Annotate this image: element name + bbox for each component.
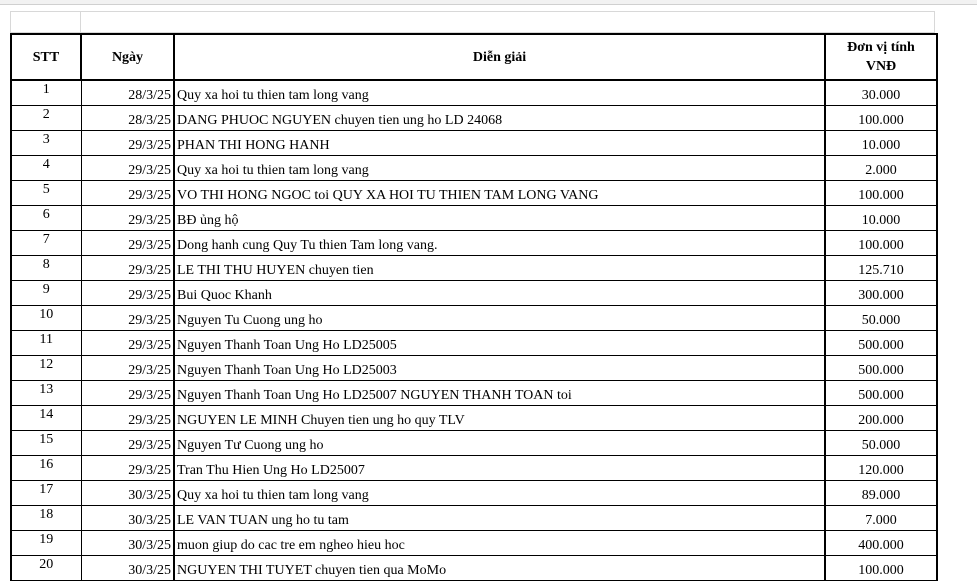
amount-cell: 10.000 bbox=[825, 206, 937, 231]
amount-cell: 100.000 bbox=[825, 181, 937, 206]
column-header-stt: STT bbox=[11, 34, 81, 80]
table-row bbox=[11, 506, 937, 531]
amount-cell: 200.000 bbox=[825, 406, 937, 431]
row-number-cell: 12 bbox=[11, 356, 81, 381]
description-cell: Nguyen Thanh Toan Ung Ho LD25005 bbox=[174, 331, 825, 356]
row-number-cell: 8 bbox=[11, 256, 81, 281]
date-cell: 29/3/25 bbox=[81, 456, 174, 481]
description-cell: Nguyen Tư Cuong ung ho bbox=[174, 431, 825, 456]
date-cell: 30/3/25 bbox=[81, 556, 174, 581]
description-cell: Bui Quoc Khanh bbox=[174, 281, 825, 306]
date-cell: 29/3/25 bbox=[81, 431, 174, 456]
amount-cell: 100.000 bbox=[825, 106, 937, 131]
row-number-cell: 5 bbox=[11, 181, 81, 206]
table-row bbox=[11, 406, 937, 431]
amount-cell: 500.000 bbox=[825, 331, 937, 356]
description-cell: LE THI THU HUYEN chuyen tien bbox=[174, 256, 825, 281]
donation-table bbox=[10, 33, 938, 581]
description-cell: Quy xa hoi tu thien tam long vang bbox=[174, 481, 825, 506]
table-row bbox=[11, 106, 937, 131]
description-cell: Nguyen Thanh Toan Ung Ho LD25003 bbox=[174, 356, 825, 381]
table-row bbox=[11, 156, 937, 181]
row-number-cell: 6 bbox=[11, 206, 81, 231]
row-number-cell: 2 bbox=[11, 106, 81, 131]
amount-cell: 500.000 bbox=[825, 381, 937, 406]
description-cell: VO THI HONG NGOC toi QUY XA HOI TU THIEN TAM LONG VANG bbox=[174, 181, 825, 206]
date-cell: 28/3/25 bbox=[81, 106, 174, 131]
description-cell: muon giup do cac tre em ngheo hieu hoc bbox=[174, 531, 825, 556]
table-row bbox=[11, 481, 937, 506]
row-number-cell: 17 bbox=[11, 481, 81, 506]
amount-cell: 500.000 bbox=[825, 356, 937, 381]
date-cell: 30/3/25 bbox=[81, 481, 174, 506]
date-cell: 29/3/25 bbox=[81, 281, 174, 306]
date-cell: 29/3/25 bbox=[81, 156, 174, 181]
amount-cell: 125.710 bbox=[825, 256, 937, 281]
description-cell: DANG PHUOC NGUYEN chuyen tien ung ho LD 24068 bbox=[174, 106, 825, 131]
description-cell: Quy xa hoi tu thien tam long vang bbox=[174, 80, 825, 106]
date-cell: 29/3/25 bbox=[81, 231, 174, 256]
description-cell: Nguyen Thanh Toan Ung Ho LD25007 NGUYEN THANH TOAN toi bbox=[174, 381, 825, 406]
date-cell: 29/3/25 bbox=[81, 206, 174, 231]
description-cell: Tran Thu Hien Ung Ho LD25007 bbox=[174, 456, 825, 481]
row-number-cell: 13 bbox=[11, 381, 81, 406]
table-row bbox=[11, 531, 937, 556]
description-cell: NGUYEN LE MINH Chuyen tien ung ho quy TLV bbox=[174, 406, 825, 431]
amount-cell: 7.000 bbox=[825, 506, 937, 531]
amount-cell: 120.000 bbox=[825, 456, 937, 481]
date-cell: 29/3/25 bbox=[81, 406, 174, 431]
table-header-row bbox=[11, 34, 937, 80]
date-cell: 29/3/25 bbox=[81, 331, 174, 356]
column-header-description: Diễn giải bbox=[174, 34, 825, 80]
table-row bbox=[11, 431, 937, 456]
row-number-cell: 19 bbox=[11, 531, 81, 556]
table-row bbox=[11, 80, 937, 106]
row-number-cell: 10 bbox=[11, 306, 81, 331]
table-row bbox=[11, 231, 937, 256]
amount-cell: 300.000 bbox=[825, 281, 937, 306]
amount-cell: 89.000 bbox=[825, 481, 937, 506]
description-cell: NGUYEN THI TUYET chuyen tien qua MoMo bbox=[174, 556, 825, 581]
description-cell: BĐ ủng hộ bbox=[174, 206, 825, 231]
row-number-cell: 14 bbox=[11, 406, 81, 431]
row-number-cell: 15 bbox=[11, 431, 81, 456]
table-row bbox=[11, 181, 937, 206]
table-row bbox=[11, 331, 937, 356]
description-cell: Dong hanh cung Quy Tu thien Tam long vang. bbox=[174, 231, 825, 256]
amount-cell: 100.000 bbox=[825, 231, 937, 256]
amount-cell: 400.000 bbox=[825, 531, 937, 556]
row-number-cell: 1 bbox=[11, 80, 81, 106]
row-number-cell: 11 bbox=[11, 331, 81, 356]
amount-cell: 100.000 bbox=[825, 556, 937, 581]
top-border bbox=[0, 0, 977, 5]
empty-header-row bbox=[10, 11, 935, 33]
table-row bbox=[11, 281, 937, 306]
row-number-cell: 18 bbox=[11, 506, 81, 531]
description-cell: Nguyen Tu Cuong ung ho bbox=[174, 306, 825, 331]
date-cell: 29/3/25 bbox=[81, 381, 174, 406]
description-cell: LE VAN TUAN ung ho tu tam bbox=[174, 506, 825, 531]
date-cell: 29/3/25 bbox=[81, 181, 174, 206]
amount-cell: 50.000 bbox=[825, 431, 937, 456]
table-row bbox=[11, 131, 937, 156]
row-number-cell: 3 bbox=[11, 131, 81, 156]
empty-cell bbox=[11, 12, 81, 32]
amount-cell: 2.000 bbox=[825, 156, 937, 181]
date-cell: 29/3/25 bbox=[81, 256, 174, 281]
table-row bbox=[11, 556, 937, 581]
table-row bbox=[11, 356, 937, 381]
amount-header-line1: Đơn vị tính bbox=[847, 40, 915, 55]
table-row bbox=[11, 381, 937, 406]
date-cell: 30/3/25 bbox=[81, 531, 174, 556]
row-number-cell: 9 bbox=[11, 281, 81, 306]
amount-cell: 50.000 bbox=[825, 306, 937, 331]
amount-header-line2: VNĐ bbox=[865, 59, 897, 74]
row-number-cell: 4 bbox=[11, 156, 81, 181]
row-number-cell: 20 bbox=[11, 556, 81, 581]
description-cell: Quy xa hoi tu thien tam long vang bbox=[174, 156, 825, 181]
column-header-date: Ngày bbox=[81, 34, 174, 80]
date-cell: 28/3/25 bbox=[81, 80, 174, 106]
column-header-amount bbox=[825, 34, 937, 80]
date-cell: 29/3/25 bbox=[81, 131, 174, 156]
date-cell: 29/3/25 bbox=[81, 306, 174, 331]
amount-cell: 10.000 bbox=[825, 131, 937, 156]
date-cell: 30/3/25 bbox=[81, 506, 174, 531]
row-number-cell: 16 bbox=[11, 456, 81, 481]
row-number-cell: 7 bbox=[11, 231, 81, 256]
table-row bbox=[11, 206, 937, 231]
table-row bbox=[11, 306, 937, 331]
table-row bbox=[11, 456, 937, 481]
amount-cell: 30.000 bbox=[825, 80, 937, 106]
description-cell: PHAN THI HONG HANH bbox=[174, 131, 825, 156]
table-row bbox=[11, 256, 937, 281]
date-cell: 29/3/25 bbox=[81, 356, 174, 381]
